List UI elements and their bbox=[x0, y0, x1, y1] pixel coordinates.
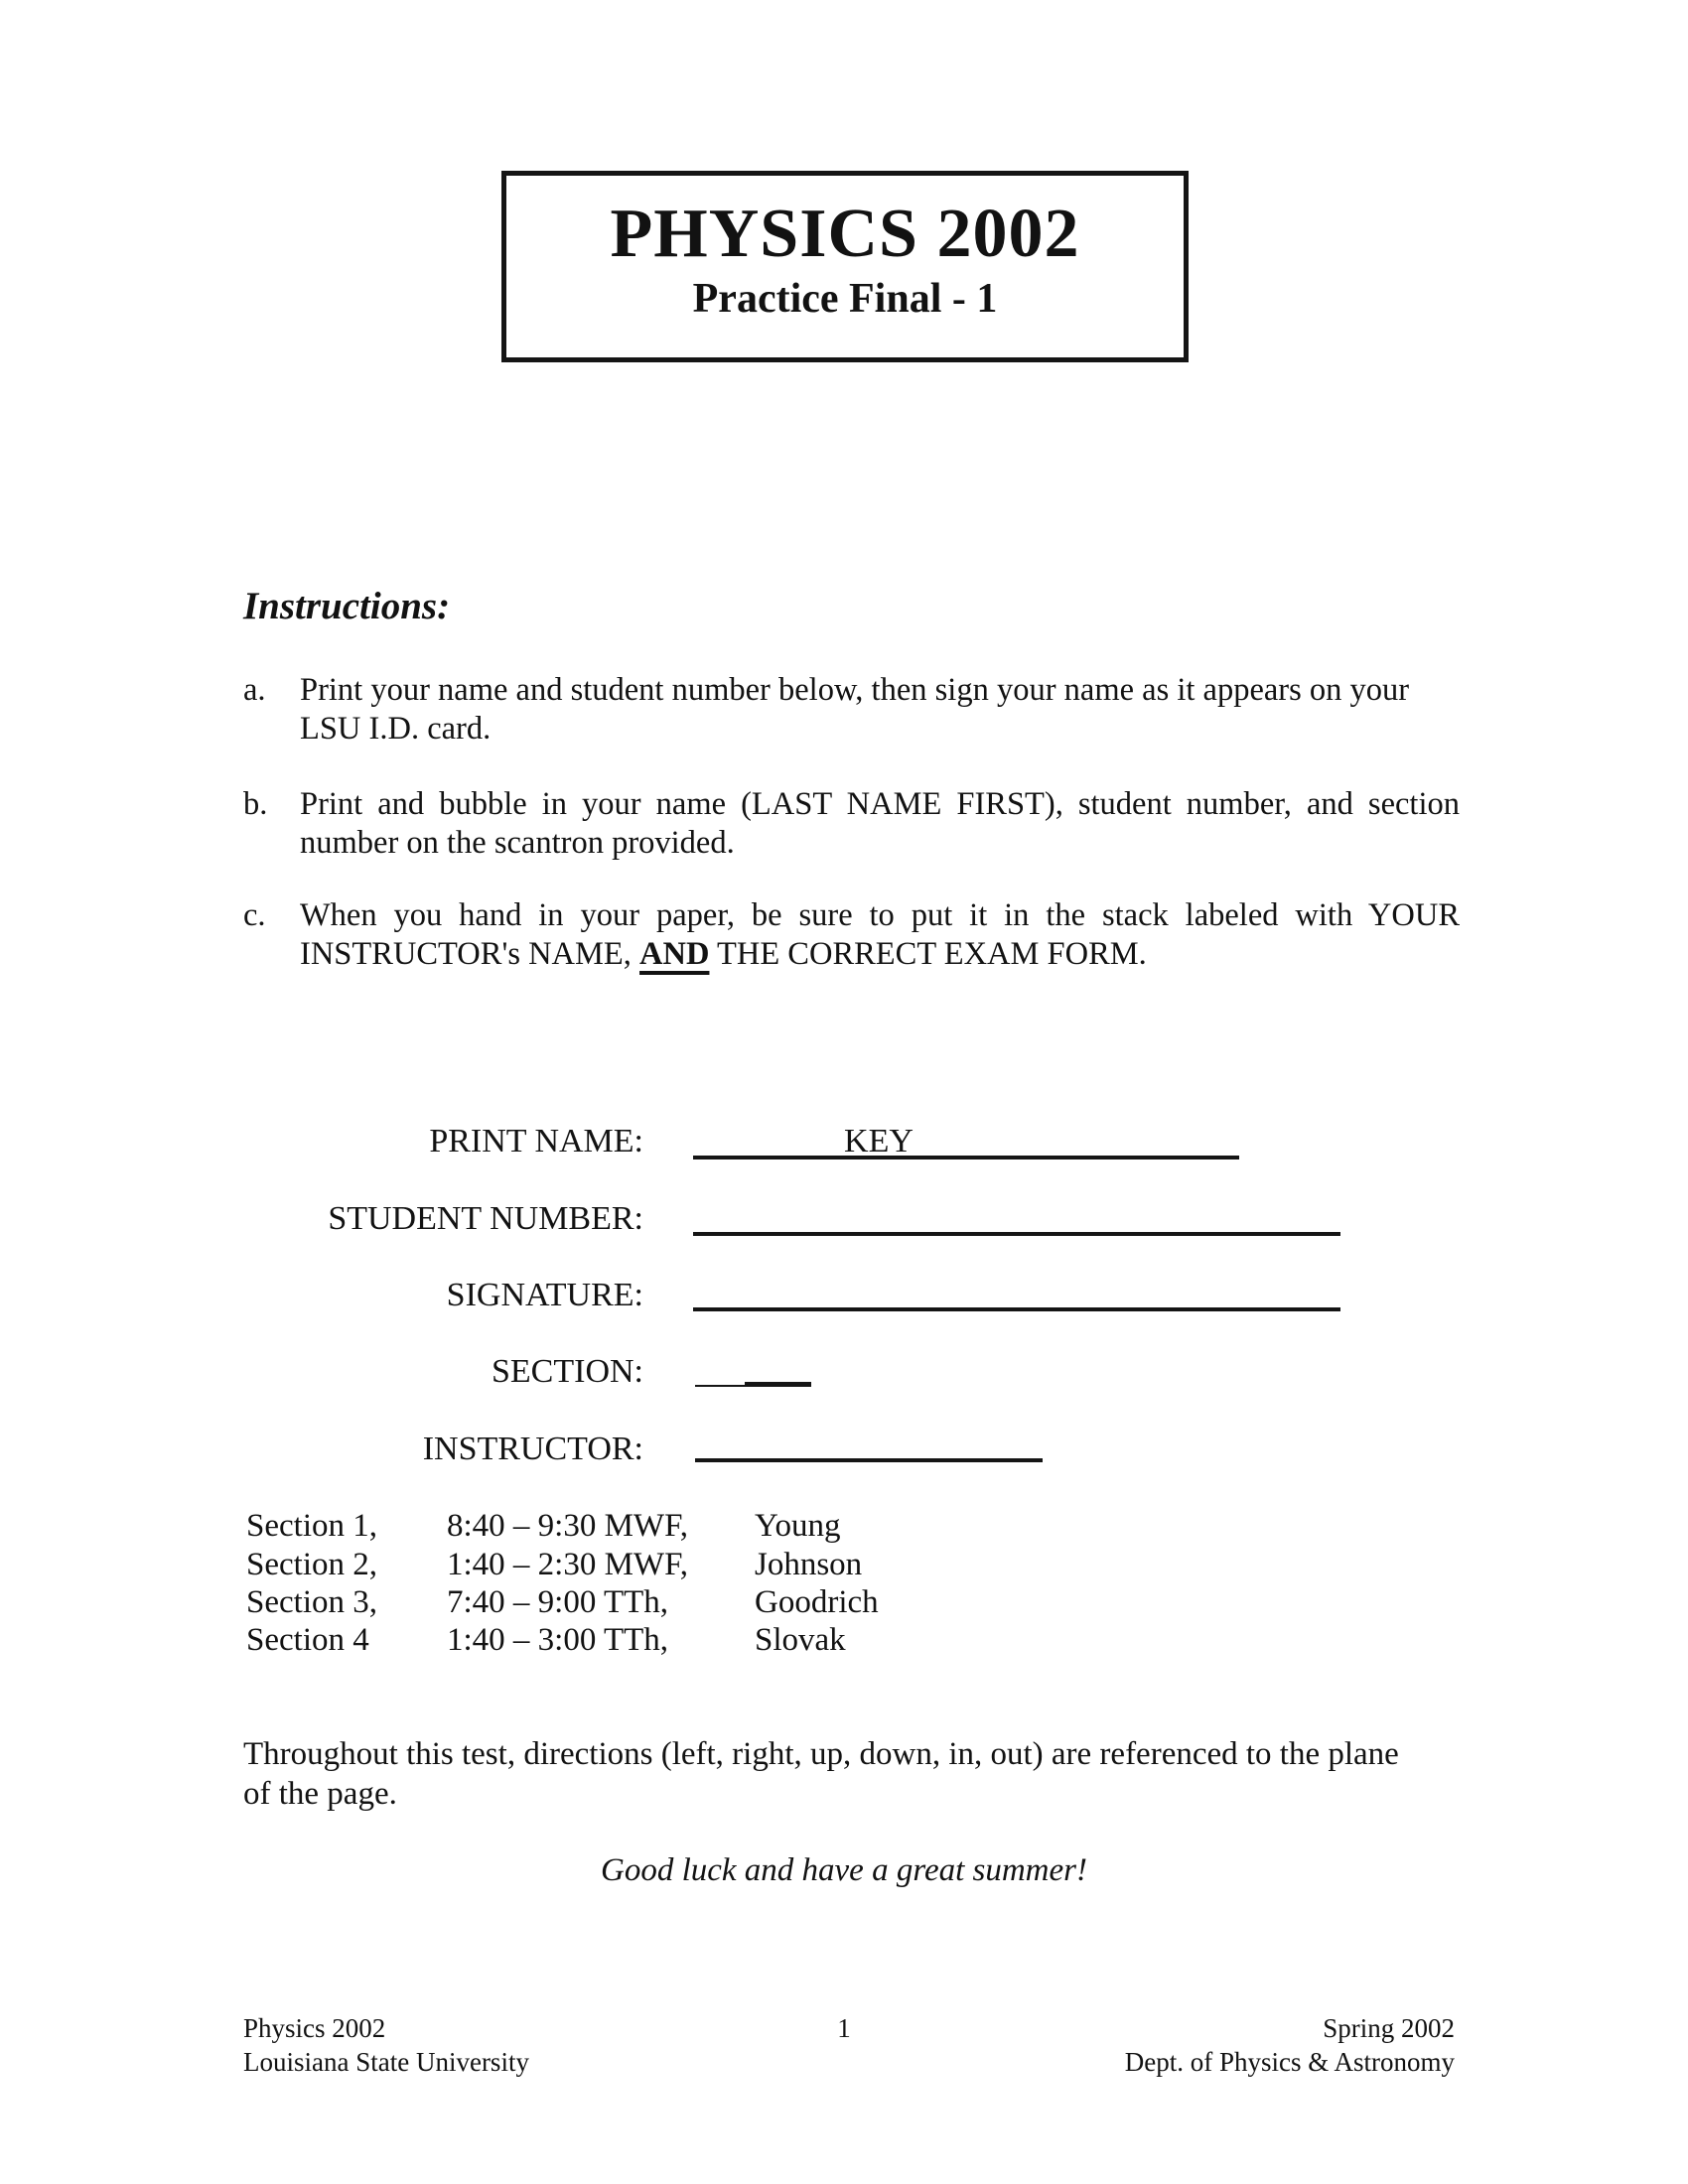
item-c-line2-and: AND bbox=[639, 936, 710, 972]
section-table-row bbox=[246, 1507, 841, 1545]
footer-course: Physics 2002 bbox=[243, 2013, 386, 2043]
page-number: 1 bbox=[837, 2013, 851, 2043]
section-name: Section 4 bbox=[246, 1622, 369, 1658]
closing-note: Good luck and have a great summer! bbox=[600, 1852, 1087, 1888]
student-number-line bbox=[693, 1232, 1340, 1236]
item-b-marker: b. bbox=[243, 786, 268, 822]
section-table-row bbox=[246, 1583, 879, 1621]
item-a-marker: a. bbox=[243, 672, 266, 708]
item-a-line2: LSU I.D. card. bbox=[300, 711, 492, 747]
item-c-marker: c. bbox=[243, 897, 266, 933]
footer-university: Louisiana State University bbox=[243, 2047, 529, 2077]
directions-line1: Throughout this test, directions (left, right, up, down, in, out) are referenced to the plane bbox=[243, 1736, 1399, 1772]
section-instructor: Goodrich bbox=[755, 1584, 879, 1620]
section-name: Section 2, bbox=[246, 1547, 377, 1582]
section-time: 1:40 – 3:00 TTh, bbox=[447, 1622, 669, 1658]
section-time: 8:40 – 9:30 MWF, bbox=[447, 1508, 689, 1544]
item-b-line1: Print and bubble in your name (LAST NAME FIRST), student number, and section bbox=[300, 786, 1460, 822]
footer-right bbox=[1125, 2011, 1455, 2079]
instruction-item-b bbox=[243, 785, 1460, 863]
instructor-line bbox=[695, 1458, 1043, 1462]
item-a-line1: Print your name and student number below, then sign your name as it appears on your bbox=[300, 672, 1410, 708]
print-name-value: KEY bbox=[844, 1123, 914, 1160]
section-instructor: Johnson bbox=[755, 1547, 863, 1582]
print-name-label: PRINT NAME: bbox=[429, 1123, 643, 1160]
instruction-item-a bbox=[243, 671, 1460, 749]
section-table-row bbox=[246, 1621, 846, 1659]
exam-title: PHYSICS 2002 bbox=[610, 196, 1080, 272]
item-c-line2-pre: INSTRUCTOR's NAME, bbox=[300, 936, 640, 972]
exam-subtitle: Practice Final - 1 bbox=[692, 276, 998, 322]
section-line-thin bbox=[695, 1385, 747, 1387]
section-time: 1:40 – 2:30 MWF, bbox=[447, 1547, 689, 1582]
item-c-line1: When you hand in your paper, be sure to put it in the stack labeled with YOUR bbox=[300, 897, 1460, 933]
section-table-row bbox=[246, 1546, 862, 1583]
instruction-item-c bbox=[243, 896, 1460, 974]
title-box bbox=[501, 171, 1189, 362]
footer-department: Dept. of Physics & Astronomy bbox=[1124, 2047, 1455, 2077]
section-instructor: Slovak bbox=[755, 1622, 846, 1658]
section-name: Section 1, bbox=[246, 1508, 377, 1544]
section-line-thick bbox=[745, 1382, 811, 1387]
directions-line2: of the page. bbox=[243, 1776, 397, 1812]
signature-label: SIGNATURE: bbox=[446, 1277, 643, 1313]
item-b-line2: number on the scantron provided. bbox=[300, 825, 735, 861]
item-c-line2-post: THE CORRECT EXAM FORM. bbox=[709, 936, 1147, 972]
section-instructor: Young bbox=[755, 1508, 841, 1544]
instructions-heading: Instructions: bbox=[243, 585, 451, 627]
student-number-label: STUDENT NUMBER: bbox=[328, 1200, 643, 1237]
item-c-line2 bbox=[300, 935, 1460, 974]
instructor-label: INSTRUCTOR: bbox=[422, 1431, 643, 1467]
section-name: Section 3, bbox=[246, 1584, 377, 1620]
section-time: 7:40 – 9:00 TTh, bbox=[447, 1584, 669, 1620]
directions-note bbox=[243, 1734, 1460, 1814]
signature-line bbox=[693, 1307, 1340, 1311]
footer-term: Spring 2002 bbox=[1323, 2013, 1455, 2043]
section-label: SECTION: bbox=[492, 1353, 643, 1390]
print-name-line bbox=[693, 1156, 1239, 1160]
